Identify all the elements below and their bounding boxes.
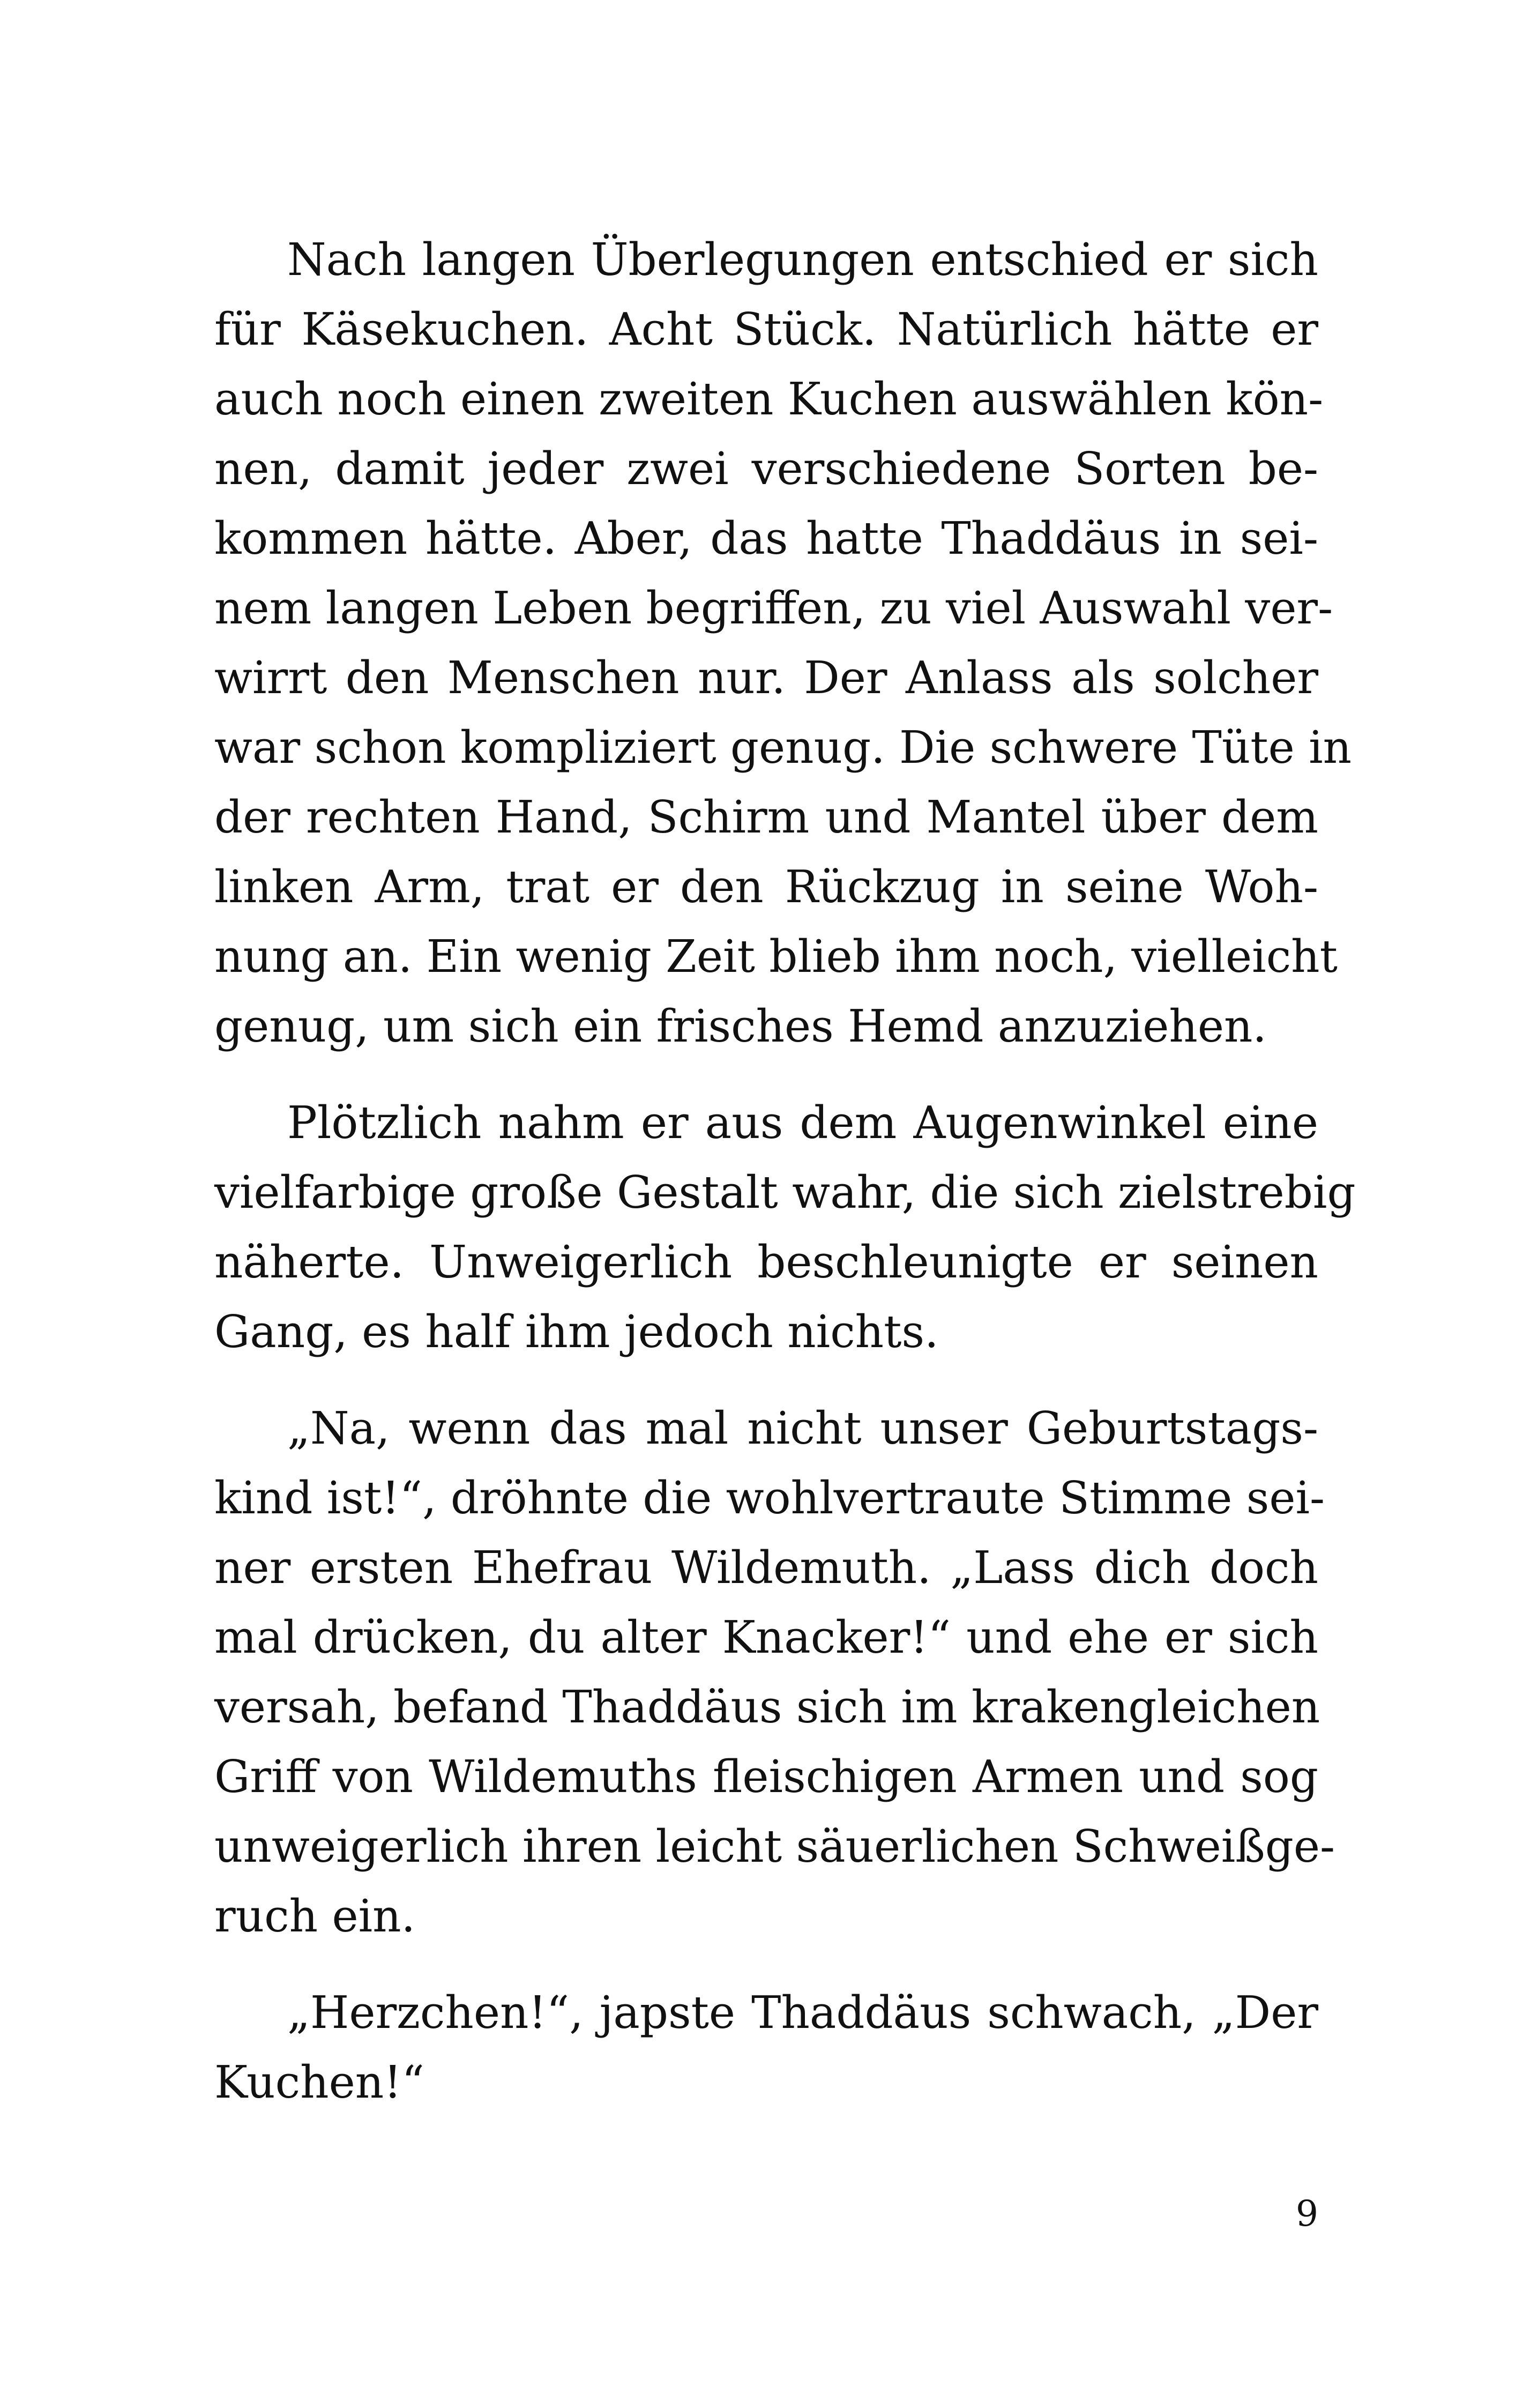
text-line: „Na, wenn das mal nicht unser Geburtstags- <box>287 1402 1318 1454</box>
text-line: nen, damit jeder zwei verschiedene Sorten be- <box>214 443 1318 495</box>
text-line: „Herzchen!“, japste Thaddäus schwach, „Der <box>287 1987 1318 2039</box>
text-line: versah, befand Thaddäus sich im krakengleichen <box>214 1681 1320 1733</box>
text-line: ruch ein. <box>214 1890 415 1942</box>
paragraph-3 <box>214 1394 1335 1951</box>
text-line: mal drücken, du alter Knacker!“ und ehe er sich <box>214 1611 1318 1663</box>
text-line: nem langen Leben begriffen, zu viel Auswahl ver- <box>214 582 1333 634</box>
text-line: Kuchen!“ <box>214 2056 424 2108</box>
text-line: kind ist!“, dröhnte die wohlvertraute Stimme sei- <box>214 1472 1325 1524</box>
text-line: für Käsekuchen. Acht Stück. Natürlich hätte er <box>214 303 1318 355</box>
text-line: auch noch einen zweiten Kuchen auswählen kön- <box>214 373 1324 425</box>
text-line: Gang, es half ihm jedoch nichts. <box>214 1306 939 1358</box>
text-line: Griff von Wildemuths fleischigen Armen und sog <box>214 1751 1318 1803</box>
text-line: Nach langen Überlegungen entschied er sich <box>287 234 1318 286</box>
text-line: der rechten Hand, Schirm und Mantel über dem <box>214 791 1318 843</box>
text-line: Plötzlich nahm er aus dem Augenwinkel eine <box>287 1097 1318 1149</box>
page-number: 9 <box>1296 2193 1318 2234</box>
paragraph-4 <box>214 1978 1318 2117</box>
text-line: genug, um sich ein frisches Hemd anzuziehen. <box>214 1000 1267 1052</box>
text-line: näherte. Unweigerlich beschleunigte er seinen <box>214 1236 1318 1288</box>
text-line: linken Arm, trat er den Rückzug in seine Woh- <box>214 861 1318 913</box>
paragraph-1 <box>214 225 1352 1061</box>
body-text <box>214 225 1356 2144</box>
paragraph-2 <box>214 1088 1356 1367</box>
text-line: unweigerlich ihren leicht säuerlichen Schweißge- <box>214 1820 1335 1872</box>
text-line: war schon kompliziert genug. Die schwere Tüte in <box>214 722 1352 774</box>
text-line: nung an. Ein wenig Zeit blieb ihm noch, vielleicht <box>214 931 1338 983</box>
text-line: ner ersten Ehefrau Wildemuth. „Lass dich doch <box>214 1542 1318 1594</box>
text-line: wirrt den Menschen nur. Der Anlass als solcher <box>214 652 1318 704</box>
text-line: kommen hätte. Aber, das hatte Thaddäus in sei- <box>214 512 1318 564</box>
text-line: vielfarbige große Gestalt wahr, die sich zielstrebig <box>214 1166 1356 1218</box>
